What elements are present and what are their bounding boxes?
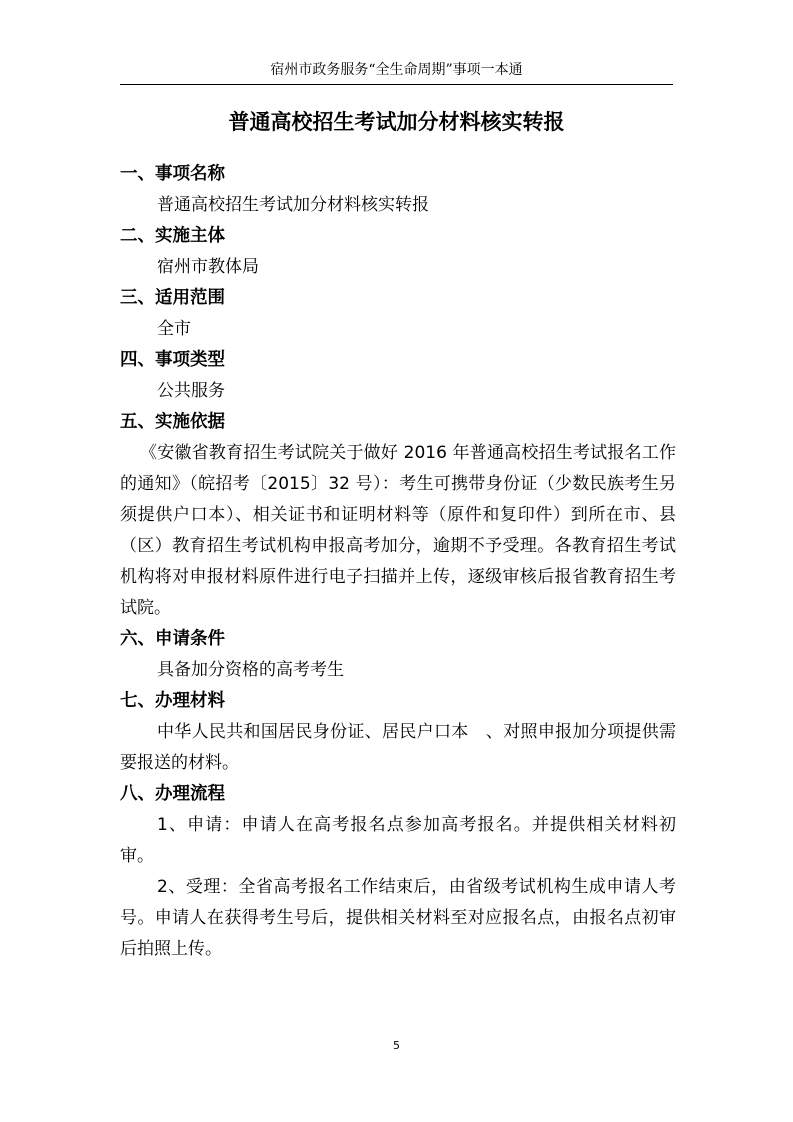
section-body-item-type: 公共服务 <box>157 381 225 401</box>
section-heading-process: 八、办理流程 <box>120 784 225 804</box>
page-header: 宿州市政务服务“全生命周期”事项一本通 <box>270 62 523 78</box>
section-body-conditions: 具备加分资格的高考考生 <box>157 660 344 680</box>
section-heading-materials: 七、办理材料 <box>120 691 225 711</box>
section-body-materials: 中华人民共和国居民身份证、居民户口本 、对照申报加分项提供需要报送的材料。 <box>120 722 676 773</box>
document-title: 普通高校招生考试加分材料核实转报 <box>228 110 565 134</box>
header-rule <box>120 84 673 85</box>
section-body-implementer: 宿州市教体局 <box>157 257 259 277</box>
section-heading-basis: 五、实施依据 <box>120 412 225 432</box>
page-number: 5 <box>393 1039 400 1052</box>
section-body-process-step-1: 1、申请：申请人在高考报名点参加高考报名。并提供相关材料初审。 <box>120 815 676 866</box>
section-body-scope: 全市 <box>157 319 191 339</box>
document-body <box>120 159 676 965</box>
section-body-basis: 《安徽省教育招生考试院关于做好 2016 年普通高校招生考试报名工作的通知》（皖招考〔2015〕32 号）：考生可携带身份证（少数民族考生另须提供户口本）、相关证书和证明材料等（原件和复印件）到所在市、县（区）教育招生考试机构申报高考加分，逾期不予受理。各教育招生考试机构将对申报材料原件进行电子扫描并上传，逐级审核后报省教育招生考试院。 <box>120 443 676 618</box>
section-heading-item-name: 一、事项名称 <box>120 164 225 184</box>
section-heading-item-type: 四、事项类型 <box>120 350 225 370</box>
section-body-item-name: 普通高校招生考试加分材料核实转报 <box>157 195 429 215</box>
section-heading-conditions: 六、申请条件 <box>120 629 225 649</box>
section-heading-scope: 三、适用范围 <box>120 288 225 308</box>
section-heading-implementer: 二、实施主体 <box>120 226 225 246</box>
section-body-process-step-2: 2、受理：全省高考报名工作结束后，由省级考试机构生成申请人考号。申请人在获得考生号后，提供相关材料至对应报名点，由报名点初审后拍照上传。 <box>120 877 676 959</box>
